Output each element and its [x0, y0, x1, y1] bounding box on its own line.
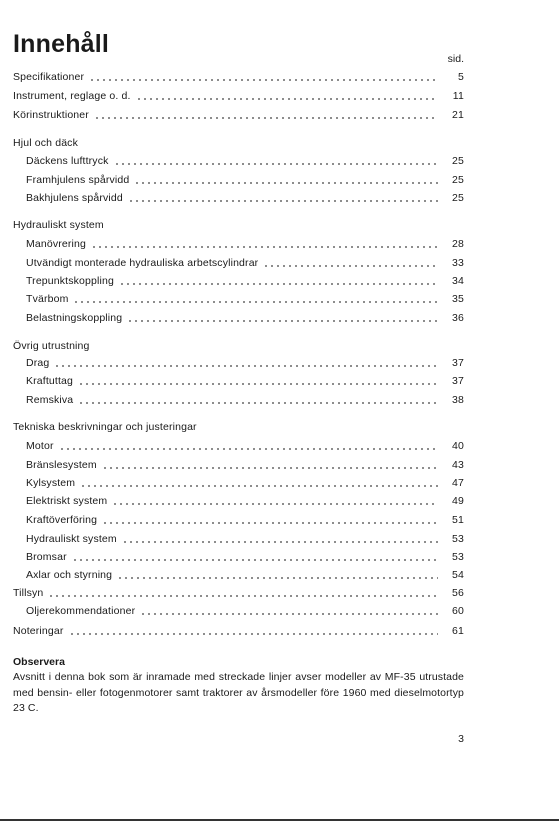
- toc-entry: [26, 476, 464, 490]
- toc-entry: [26, 154, 464, 168]
- dot-leader: [263, 265, 438, 267]
- dot-leader: [80, 485, 438, 487]
- dot-leader: [102, 467, 438, 469]
- toc-entry: [26, 550, 464, 564]
- dot-leader: [127, 320, 438, 322]
- toc-entry-label: Bakhjulens spårvidd: [26, 192, 123, 204]
- dot-leader: [114, 163, 439, 165]
- toc-entry-label: Remskiva: [26, 394, 74, 406]
- toc-entry-label: Oljerekommendationer: [26, 605, 136, 617]
- toc-entry: [26, 494, 464, 508]
- toc-entry: [26, 374, 464, 388]
- toc-entry: [26, 292, 464, 306]
- dot-leader: [89, 79, 438, 81]
- dot-leader: [102, 522, 438, 524]
- dot-leader: [59, 448, 438, 450]
- toc-entry-page: 47: [452, 477, 464, 489]
- dot-leader: [117, 577, 438, 579]
- toc-entry-page: 60: [452, 605, 464, 617]
- toc-entry: [26, 393, 464, 407]
- note-title: Observera: [13, 656, 65, 668]
- toc-entry-label: Kraftuttag: [26, 375, 74, 387]
- toc-entry-label: Däckens lufttryck: [26, 155, 109, 167]
- toc-entry: [13, 89, 464, 103]
- toc-entry: [26, 173, 464, 187]
- dot-leader: [91, 246, 438, 248]
- toc-entry-label: Drag: [26, 357, 50, 369]
- toc-entry-page: 56: [452, 587, 464, 599]
- dot-leader: [94, 117, 438, 119]
- toc-entry-label: Framhjulens spårvidd: [26, 174, 130, 186]
- dot-leader: [78, 402, 438, 404]
- toc-entry: [26, 237, 464, 251]
- page-title: Innehåll: [13, 30, 110, 58]
- toc-entry-label: Körinstruktioner: [13, 109, 89, 121]
- page-column-label: sid.: [447, 53, 464, 65]
- toc-section-heading: Tekniska beskrivningar och justeringar: [13, 421, 197, 433]
- toc-entry-label: Trepunktskoppling: [26, 275, 114, 287]
- toc-entry-label: Bromsar: [26, 551, 67, 563]
- toc-entry-page: 53: [452, 533, 464, 545]
- toc-entry: [26, 532, 464, 546]
- bottom-rule: [0, 819, 559, 821]
- toc-entry-page: 35: [452, 293, 464, 305]
- page-number: 3: [458, 733, 464, 745]
- dot-leader: [69, 633, 438, 635]
- toc-entry-page: 37: [452, 375, 464, 387]
- note-text: Avsnitt i denna bok som är inramade med streckade linjer avser modeller av MF-35 utrustade med bensin- eller fotogenmotorer samt traktorer av årsmodeller före 1960 med dieselmotortyp 23 C.: [13, 671, 464, 714]
- toc-entry-page: 36: [452, 312, 464, 324]
- dot-leader: [48, 595, 438, 597]
- toc-entry-page: 33: [452, 257, 464, 269]
- toc-entry-page: 54: [452, 569, 464, 581]
- dot-leader: [136, 98, 438, 100]
- toc-entry-label: Utvändigt monterade hydrauliska arbetscylindrar: [26, 257, 259, 269]
- dot-leader: [78, 383, 438, 385]
- toc-entry: [26, 458, 464, 472]
- toc-section-heading: Hjul och däck: [13, 137, 78, 149]
- toc-entry: [26, 604, 464, 618]
- toc-entry-page: 53: [452, 551, 464, 563]
- toc-entry-label: Tillsyn: [13, 587, 44, 599]
- toc-entry: [26, 191, 464, 205]
- toc-entry: [26, 513, 464, 527]
- dot-leader: [54, 365, 438, 367]
- toc-entry-label: Kraftöverföring: [26, 514, 98, 526]
- toc-entry-page: 38: [452, 394, 464, 406]
- toc-entry-page: 28: [452, 238, 464, 250]
- toc-entry-label: Specifikationer: [13, 71, 85, 83]
- toc-entry-label: Kylsystem: [26, 477, 76, 489]
- dot-leader: [140, 613, 438, 615]
- toc-entry-page: 43: [452, 459, 464, 471]
- toc-entry-page: 37: [452, 357, 464, 369]
- toc-entry: [13, 108, 464, 122]
- dot-leader: [73, 301, 438, 303]
- toc-entry: [13, 70, 464, 84]
- toc-entry-page: 61: [452, 625, 464, 637]
- toc-entry: [26, 256, 464, 270]
- dot-leader: [119, 283, 438, 285]
- toc-entry-page: 34: [452, 275, 464, 287]
- toc-entry: [26, 356, 464, 370]
- dot-leader: [122, 541, 438, 543]
- toc-entry-label: Motor: [26, 440, 54, 452]
- toc-entry: [26, 274, 464, 288]
- toc-section-heading: Hydrauliskt system: [13, 219, 104, 231]
- toc-entry: [13, 586, 464, 600]
- toc-entry-page: 25: [452, 174, 464, 186]
- toc-entry-label: Bränslesystem: [26, 459, 97, 471]
- toc-entry: [26, 439, 464, 453]
- toc-entry-page: 5: [458, 71, 464, 83]
- toc-entry-label: Tvärbom: [26, 293, 69, 305]
- toc-entry-label: Manövrering: [26, 238, 87, 250]
- toc-entry-page: 25: [452, 155, 464, 167]
- toc-entry-label: Axlar och styrning: [26, 569, 113, 581]
- dot-leader: [128, 200, 438, 202]
- toc-entry-page: 49: [452, 495, 464, 507]
- toc-entry: [13, 624, 464, 638]
- dot-leader: [72, 559, 438, 561]
- toc-entry-page: 51: [452, 514, 464, 526]
- toc-entry-label: Elektriskt system: [26, 495, 108, 507]
- toc-entry-label: Belastningskoppling: [26, 312, 123, 324]
- toc-entry-page: 11: [452, 90, 464, 102]
- dot-leader: [134, 182, 438, 184]
- toc-entry-label: Hydrauliskt system: [26, 533, 117, 545]
- toc-entry: [26, 568, 464, 582]
- toc-entry-page: 25: [452, 192, 464, 204]
- toc-entry: [26, 311, 464, 325]
- toc-entry-label: Instrument, reglage o. d.: [13, 90, 131, 102]
- toc-entry-page: 40: [452, 440, 464, 452]
- dot-leader: [112, 503, 438, 505]
- toc-entry-page: 21: [452, 109, 464, 121]
- toc-entry-label: Noteringar: [13, 625, 64, 637]
- toc-section-heading: Övrig utrustning: [13, 340, 90, 352]
